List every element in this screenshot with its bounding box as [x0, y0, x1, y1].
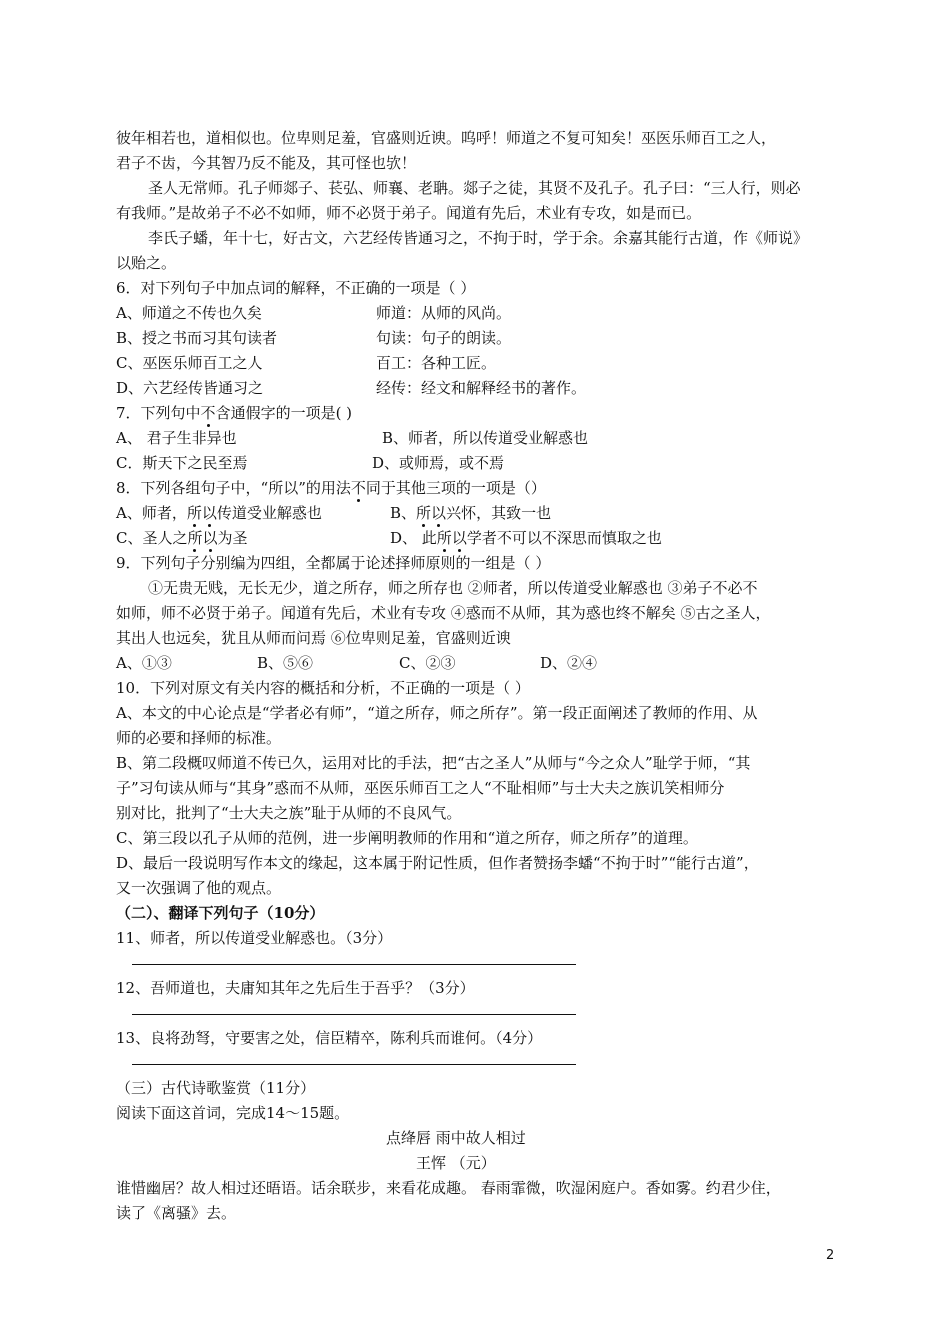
q8-options-row-1: [116, 503, 552, 523]
q10-option-line: 别对比，批判了“士大夫之族”耻于从师的不良风气。: [116, 804, 462, 822]
answer-line: [132, 1014, 576, 1015]
emphasis-char: 以: [431, 504, 447, 522]
option-text: C、圣人之: [116, 529, 188, 547]
option-b: B、⑤⑥: [257, 654, 314, 672]
q6-option-b: [116, 328, 512, 348]
section-3-intro: 阅读下面这首词，完成14～15题。: [116, 1104, 350, 1122]
passage-line: 君子不齿，今其智乃反不能及，其可怪也欤！: [116, 154, 417, 172]
option-note: 经传：经文和解释经书的著作。: [376, 379, 587, 397]
option-text: D、六艺经传皆通习之: [116, 379, 264, 397]
q10-option-line: B、第二段概叹师道不传已久，运用对比的手法，把“古之圣人”从师与“今之众人”耻学于师，“其: [116, 754, 751, 772]
option-note: 句读：句子的朗读。: [376, 329, 512, 347]
question-9-stem: 9．下列句子分别编为四组，全都属于论述择师原则的一组是（ ）: [116, 554, 551, 572]
question-7-stem: [116, 403, 352, 423]
q6-option-d: [116, 378, 587, 398]
option-b: [390, 503, 551, 523]
stem-text: 同于其他三项的一项是（）: [365, 479, 546, 497]
q9-text-line: ①无贵无贱，无长无少，道之所存，师之所存也 ②师者，所以传道受业解惑也 ③弟子不必不: [148, 579, 758, 597]
poem-author: 王恽 （元）: [416, 1154, 496, 1172]
q9-text-line: 其出人也远矣，犹且从师而问焉 ⑥位卑则足羞，官盛则近谀: [116, 629, 511, 647]
question-8-stem: [116, 478, 546, 498]
emphasis-char: 所: [186, 504, 202, 522]
q10-option-line: C、第三段以孔子从师的范例，进一步阐明教师的作用和“道之所存，师之所存”的道理。: [116, 829, 698, 847]
question-6-stem: 6．对下列句子中加点词的解释，不正确的一项是（ ）: [116, 279, 476, 297]
q9-options: [116, 653, 598, 673]
q7-options-row-2: [116, 453, 505, 473]
option-text: A、师道之不传也久矣: [116, 304, 262, 322]
stem-text: 含通假字的一项是( ): [215, 404, 353, 422]
emphasis-char: 以: [202, 529, 218, 547]
passage-line: 有我师。”是故弟子不必不如师，师不必贤于弟子。闻道有先后，术业有专攻，如是而已。: [116, 204, 702, 222]
emphasis-char: 以: [451, 529, 467, 547]
q10-option-line: 师的必要和择师的标准。: [116, 729, 282, 747]
option-text: 传道受业解惑也: [216, 504, 322, 522]
q7-options-row-1: [116, 428, 589, 448]
option-note: 百工：各种工匠。: [376, 354, 497, 372]
option-text: A、师者，: [116, 504, 187, 522]
q10-option-line: 又一次强调了他的观点。: [116, 879, 282, 897]
page-number: 2: [826, 1248, 835, 1263]
passage-line: 彼年相若也，道相似也。位卑则足羞，官盛则近谀。呜呼！师道之不复可知矣！巫医乐师百工之人，: [116, 129, 777, 147]
option-c: C．斯天下之民至焉: [116, 454, 248, 472]
option-text: D、 此: [390, 529, 437, 547]
emphasis-char: 不: [350, 479, 366, 497]
q6-option-a: [116, 303, 512, 323]
answer-line: [132, 964, 576, 965]
q9-text-line: 如师，师不必贤于弟子。闻道有先后，术业有专攻 ④惑而不从师，其为惑也终不解矣 ⑤古之圣人，: [116, 604, 771, 622]
poem-line: 谁惜幽居？故人相过还晤语。话余联步，来看花成趣。 春雨霏微，吹湿闲庭户。香如雾。约君少住，: [116, 1179, 781, 1197]
option-c: [116, 529, 248, 547]
passage-line: 以贻之。: [116, 254, 177, 272]
option-text: 为圣: [217, 529, 248, 547]
option-c: C、②③: [399, 654, 456, 672]
option-text: C、巫医乐师百工之人: [116, 354, 263, 372]
option-note: 师道：从师的风尚。: [376, 304, 512, 322]
section-3-heading: （三）古代诗歌鉴赏（11分）: [116, 1079, 316, 1097]
emphasis-char: 以: [201, 504, 217, 522]
stem-text: 8．下列各组句子中，“所以”的用法: [116, 479, 351, 497]
option-text: 兴怀，其致一也: [446, 504, 552, 522]
passage-line: 李氏子蟠，年十七，好古文，六艺经传皆通习之，不拘于时，学于余。余嘉其能行古道，作《师说》: [148, 229, 809, 247]
answer-line: [132, 1064, 576, 1065]
question-12: 12、吾师道也，夫庸知其年之先后生于吾乎？（3分）: [116, 979, 475, 997]
option-text: B、: [390, 504, 417, 522]
option-a: A、 君子生非异也: [116, 429, 237, 447]
passage-line: 圣人无常师。孔子师郯子、苌弘、师襄、老聃。郯子之徒，其贤不及孔子。孔子曰：“三人行，则必: [148, 179, 801, 197]
q10-option-line: 子”习句读从师与“其身”惑而不从师，巫医乐师百工之人“不耻相师”与士大夫之族讥笑相师分: [116, 779, 725, 797]
stem-text: 7．下列句中: [116, 404, 201, 422]
question-13: 13、良将劲弩，守要害之处，信臣精卒，陈利兵而谁何。（4分）: [116, 1029, 543, 1047]
q6-option-c: [116, 353, 497, 373]
poem-line: 读了《离骚》去。: [116, 1204, 237, 1222]
option-b: B、师者，所以传道受业解惑也: [382, 429, 589, 447]
q10-option-line: D、最后一段说明写作本文的缘起，这本属于附记性质，但作者赞扬李蟠“不拘于时”“能行古道”，: [116, 854, 759, 872]
section-2-heading: （二）、翻译下列句子（10分）: [116, 904, 325, 922]
q10-option-line: A、本文的中心论点是“学者必有师”，“道之所存，师之所存”。第一段正面阐述了教师的作用、从: [116, 704, 758, 722]
question-10-stem: 10．下列对原文有关内容的概括和分析，不正确的一项是（ ）: [116, 679, 530, 697]
q8-options-row-2: [116, 528, 662, 548]
option-text: 学者不可以不深思而慎取之也: [466, 529, 662, 547]
option-text: B、授之书而习其句读者: [116, 329, 278, 347]
emphasis-char: 所: [436, 529, 452, 547]
emphasis-char: 所: [416, 504, 432, 522]
option-d: D、或师焉，或不焉: [372, 454, 505, 472]
emphasis-char: 不: [200, 404, 216, 422]
option-a: [116, 504, 322, 522]
option-d: [390, 528, 662, 548]
emphasis-char: 所: [187, 529, 203, 547]
question-11: 11、师者，所以传道受业解惑也。（3分）: [116, 929, 393, 947]
option-a: A、①③: [116, 654, 172, 672]
poem-title: 点绛唇 雨中故人相过: [386, 1129, 526, 1147]
option-d: D、②④: [540, 654, 598, 672]
